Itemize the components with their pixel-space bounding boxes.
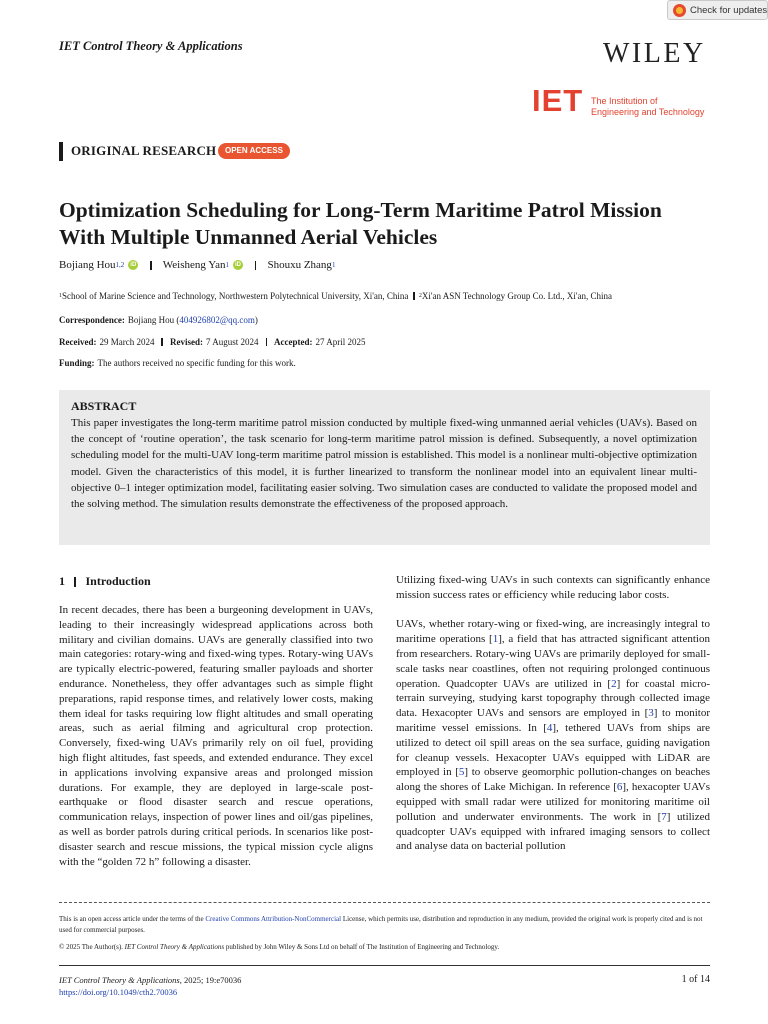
text-run: UAVs, whether rotary-wing or fixed-wing, are increasingly integral to maritime operations [ [396, 618, 710, 646]
author-name[interactable]: Weisheng Yan [162, 259, 226, 271]
check-updates-label: Check for updates [690, 4, 768, 16]
author-name[interactable]: Bojiang Hou [59, 259, 116, 271]
revised-label: Revised: [169, 337, 203, 347]
doi-link[interactable]: https://doi.org/10.1049/cth2.70036 [59, 986, 178, 997]
correspondence [59, 315, 258, 325]
iet-logo-line2: Engineering and Technology [591, 106, 705, 117]
article-title: Optimization Scheduling for Long-Term Maritime Patrol Mission With Multiple Unmanned Aerial Vehicles [59, 198, 662, 249]
journal-name: IET Control Theory & Applications [59, 39, 243, 53]
abstract-box [59, 390, 710, 545]
body-paragraph: In recent decades, there has been a burgeoning development in UAVs, leading to their increasingly widespread applications across both military and civilian domains. UAVs are generally classified into two main categories: rotary-wing and fixed-wing types. Rotary-wing UAVs are typically electric-powered, featuring smaller payloads and shorter endurance. Nonetheless, they offer advantages such as simple flight preparations, rapid response times, and relatively lower costs, making them ideal for tasks requiring low flight altitudes and small operating areas, such as aerial filming and agricultural crop protection. Conversely, fixed-wing UAVs primarily rely on oil fuel, providing high flight altitudes, fast speeds, and extended endurance. They excel in applications involving expansive areas and prolonged mission durations. For example, they are deployed in large-scale post-earthquake or flood disaster search and rescue operations, communication relays, inspection of power lines and oil/gas pipelines, as well as border patrols during critical periods. In scenarios like post-disaster search and rescue missions, the typical mission cycle aligns with the “golden 72 h” following a disaster. [59, 604, 373, 868]
orcid-icon[interactable]: iD [130, 262, 137, 268]
license-link[interactable]: Creative Commons Attribution-NonCommercial [205, 915, 342, 923]
separator [150, 261, 152, 270]
open-access-badge: OPEN ACCESS [218, 143, 290, 159]
license-text-post: License, which permits use, distribution and reproduction in any medium, provided the original work is properly cited and is not used for commercial purposes. [59, 915, 703, 934]
revised-date: 7 August 2024 [205, 337, 259, 347]
citation-link[interactable]: 3 [648, 707, 654, 720]
text-run: ] to monitor maritime vessel emissions. In [ [396, 707, 710, 734]
abstract-heading: ABSTRACT [71, 399, 137, 413]
separator [161, 338, 163, 346]
citation-link[interactable]: 1 [492, 633, 499, 646]
abstract-text: This paper investigates the long-term maritime patrol mission conducted by multiple fixed-wing unmanned aerial vehicles (UAVs). Based on the concept of ‘routine operation’, the task scenario for long-term maritime patrol mission is defined. Subsequently, a novel optimization scheduling model for the multi-UAV long-term maritime patrol mission is established. This model is a nonlinear multi-objective optimization model. Given the characteristics of this model, it is further linearized to transform the nonlinear model into an equivalent linear multi-objective 0–1 integer optimization model, facilitating easier solving. Two simulation cases are conducted to validate the proposed model and the solving method. The simulation results demonstrate the effectiveness of the proposed approach. [71, 417, 697, 511]
copyright-journal: IET Control Theory & Applications [124, 943, 225, 951]
section-title: Introduction [85, 574, 151, 588]
citation-link[interactable]: 4 [546, 721, 553, 734]
affiliation-number: 1 [59, 293, 62, 299]
footer-volume: , 2025; 19:e70036 [179, 975, 242, 985]
footnote-divider [59, 902, 710, 903]
iet-logo-line1: The Institution of [591, 96, 658, 106]
received-date: 29 March 2024 [99, 337, 155, 347]
separator [255, 261, 257, 270]
text-run: ], tethered UAVs from ships are utilized to detect oil spill areas on the sea surface, guiding navigation for cleanup vessels. Hexacopter UAVs equipped with LiDAR are employed in [ [396, 721, 710, 779]
funding-text: The authors received no specific funding for this work. [97, 358, 296, 368]
author-list [59, 259, 335, 271]
article-type: ORIGINAL RESEARCH [71, 143, 217, 158]
author-affiliation-ref[interactable]: 1 [331, 261, 336, 269]
section-bar [59, 142, 63, 161]
author-affiliation-ref[interactable]: 1,2 [115, 261, 125, 269]
section-heading-introduction [59, 574, 151, 589]
footer-rule [59, 965, 710, 966]
correspondence-label: Correspondence: [59, 315, 125, 325]
text-run: ], hexacopter UAVs equipped with small radar were utilized for monitoring maritime oil pollution and underwater environments. The work in [ [396, 781, 711, 823]
footer-citation [59, 975, 241, 998]
citation-link[interactable]: 6 [616, 781, 623, 794]
iet-logo-text [591, 96, 704, 117]
copyright-pre: © 2025 The Author(s). [59, 943, 125, 951]
affiliation-number: 2 [418, 293, 422, 299]
author-name[interactable]: Shouxu Zhang [267, 259, 332, 271]
body-column-left [59, 603, 373, 869]
author-affiliation-ref[interactable]: 1 [225, 261, 229, 269]
correspondence-name: Bojiang Hou ( [127, 315, 180, 325]
correspondence-email-link[interactable]: 404926802@qq.com [179, 315, 255, 325]
text-run: ] utilized quadcopter UAVs equipped with infrared imaging sensors to collect and analyse data on bacterial pollution [396, 810, 710, 853]
iet-logo-letters: IET [532, 83, 584, 118]
wiley-logo: WILEY [603, 38, 706, 69]
affiliation-text: Xi'an ASN Technology Group Co. Ltd., Xi'an, China [421, 291, 613, 301]
funding [59, 358, 296, 368]
accepted-date: 27 April 2025 [315, 337, 366, 347]
check-updates-icon [673, 4, 686, 17]
citation-link[interactable]: 2 [611, 677, 617, 690]
orcid-icon[interactable]: iD [234, 262, 241, 268]
section-number: 1 [59, 574, 65, 588]
separator [266, 338, 268, 346]
correspondence-close: ) [254, 315, 258, 325]
body-paragraph: Utilizing fixed-wing UAVs in such contexts can significantly enhance mission success rates or efficiency while reducing labor costs. [396, 574, 710, 601]
text-run: ], a field that has attracted significant attention from researchers. Rotary-wing UAVs are primarily deployed for small-scale tasks near coastlines, often not requiring prolonged continuous operation. Quadcopter UAVs are utilized in [ [396, 633, 710, 690]
body-column-right [396, 573, 710, 854]
page-number: 1 of 14 [681, 974, 710, 985]
received-label: Received: [59, 337, 97, 347]
article-dates [59, 337, 366, 347]
body-paragraph [396, 617, 710, 854]
check-for-updates-button[interactable] [667, 0, 768, 20]
copyright-post: published by John Wiley & Sons Ltd on behalf of The Institution of Engineering and Technology. [224, 943, 500, 951]
text-run: ] for coastal micro-terrain surveying, studying karst topography through collected image data. Hexacopter UAVs and sensors are employed in [ [396, 677, 710, 720]
iet-logo [532, 83, 712, 118]
affiliations [59, 291, 612, 301]
citation-link[interactable]: 7 [661, 810, 667, 823]
text-run: ] to observe geomorphic pollution-changes on beaches along the shores of Lake Michigan. In reference [ [396, 766, 710, 794]
separator [413, 292, 415, 300]
license-footnote [59, 914, 710, 936]
affiliation-text: School of Marine Science and Technology, Northwestern Polytechnical University, Xi'an, China [62, 291, 409, 301]
license-text-pre: This is an open access article under the terms of the [59, 915, 206, 923]
funding-label: Funding: [59, 358, 95, 368]
accepted-label: Accepted: [274, 337, 313, 347]
citation-link[interactable]: 5 [458, 766, 465, 779]
footer-journal: IET Control Theory & Applications [59, 975, 180, 985]
copyright-footnote [59, 942, 710, 953]
footer-citation-line [59, 975, 241, 987]
separator [74, 577, 76, 587]
